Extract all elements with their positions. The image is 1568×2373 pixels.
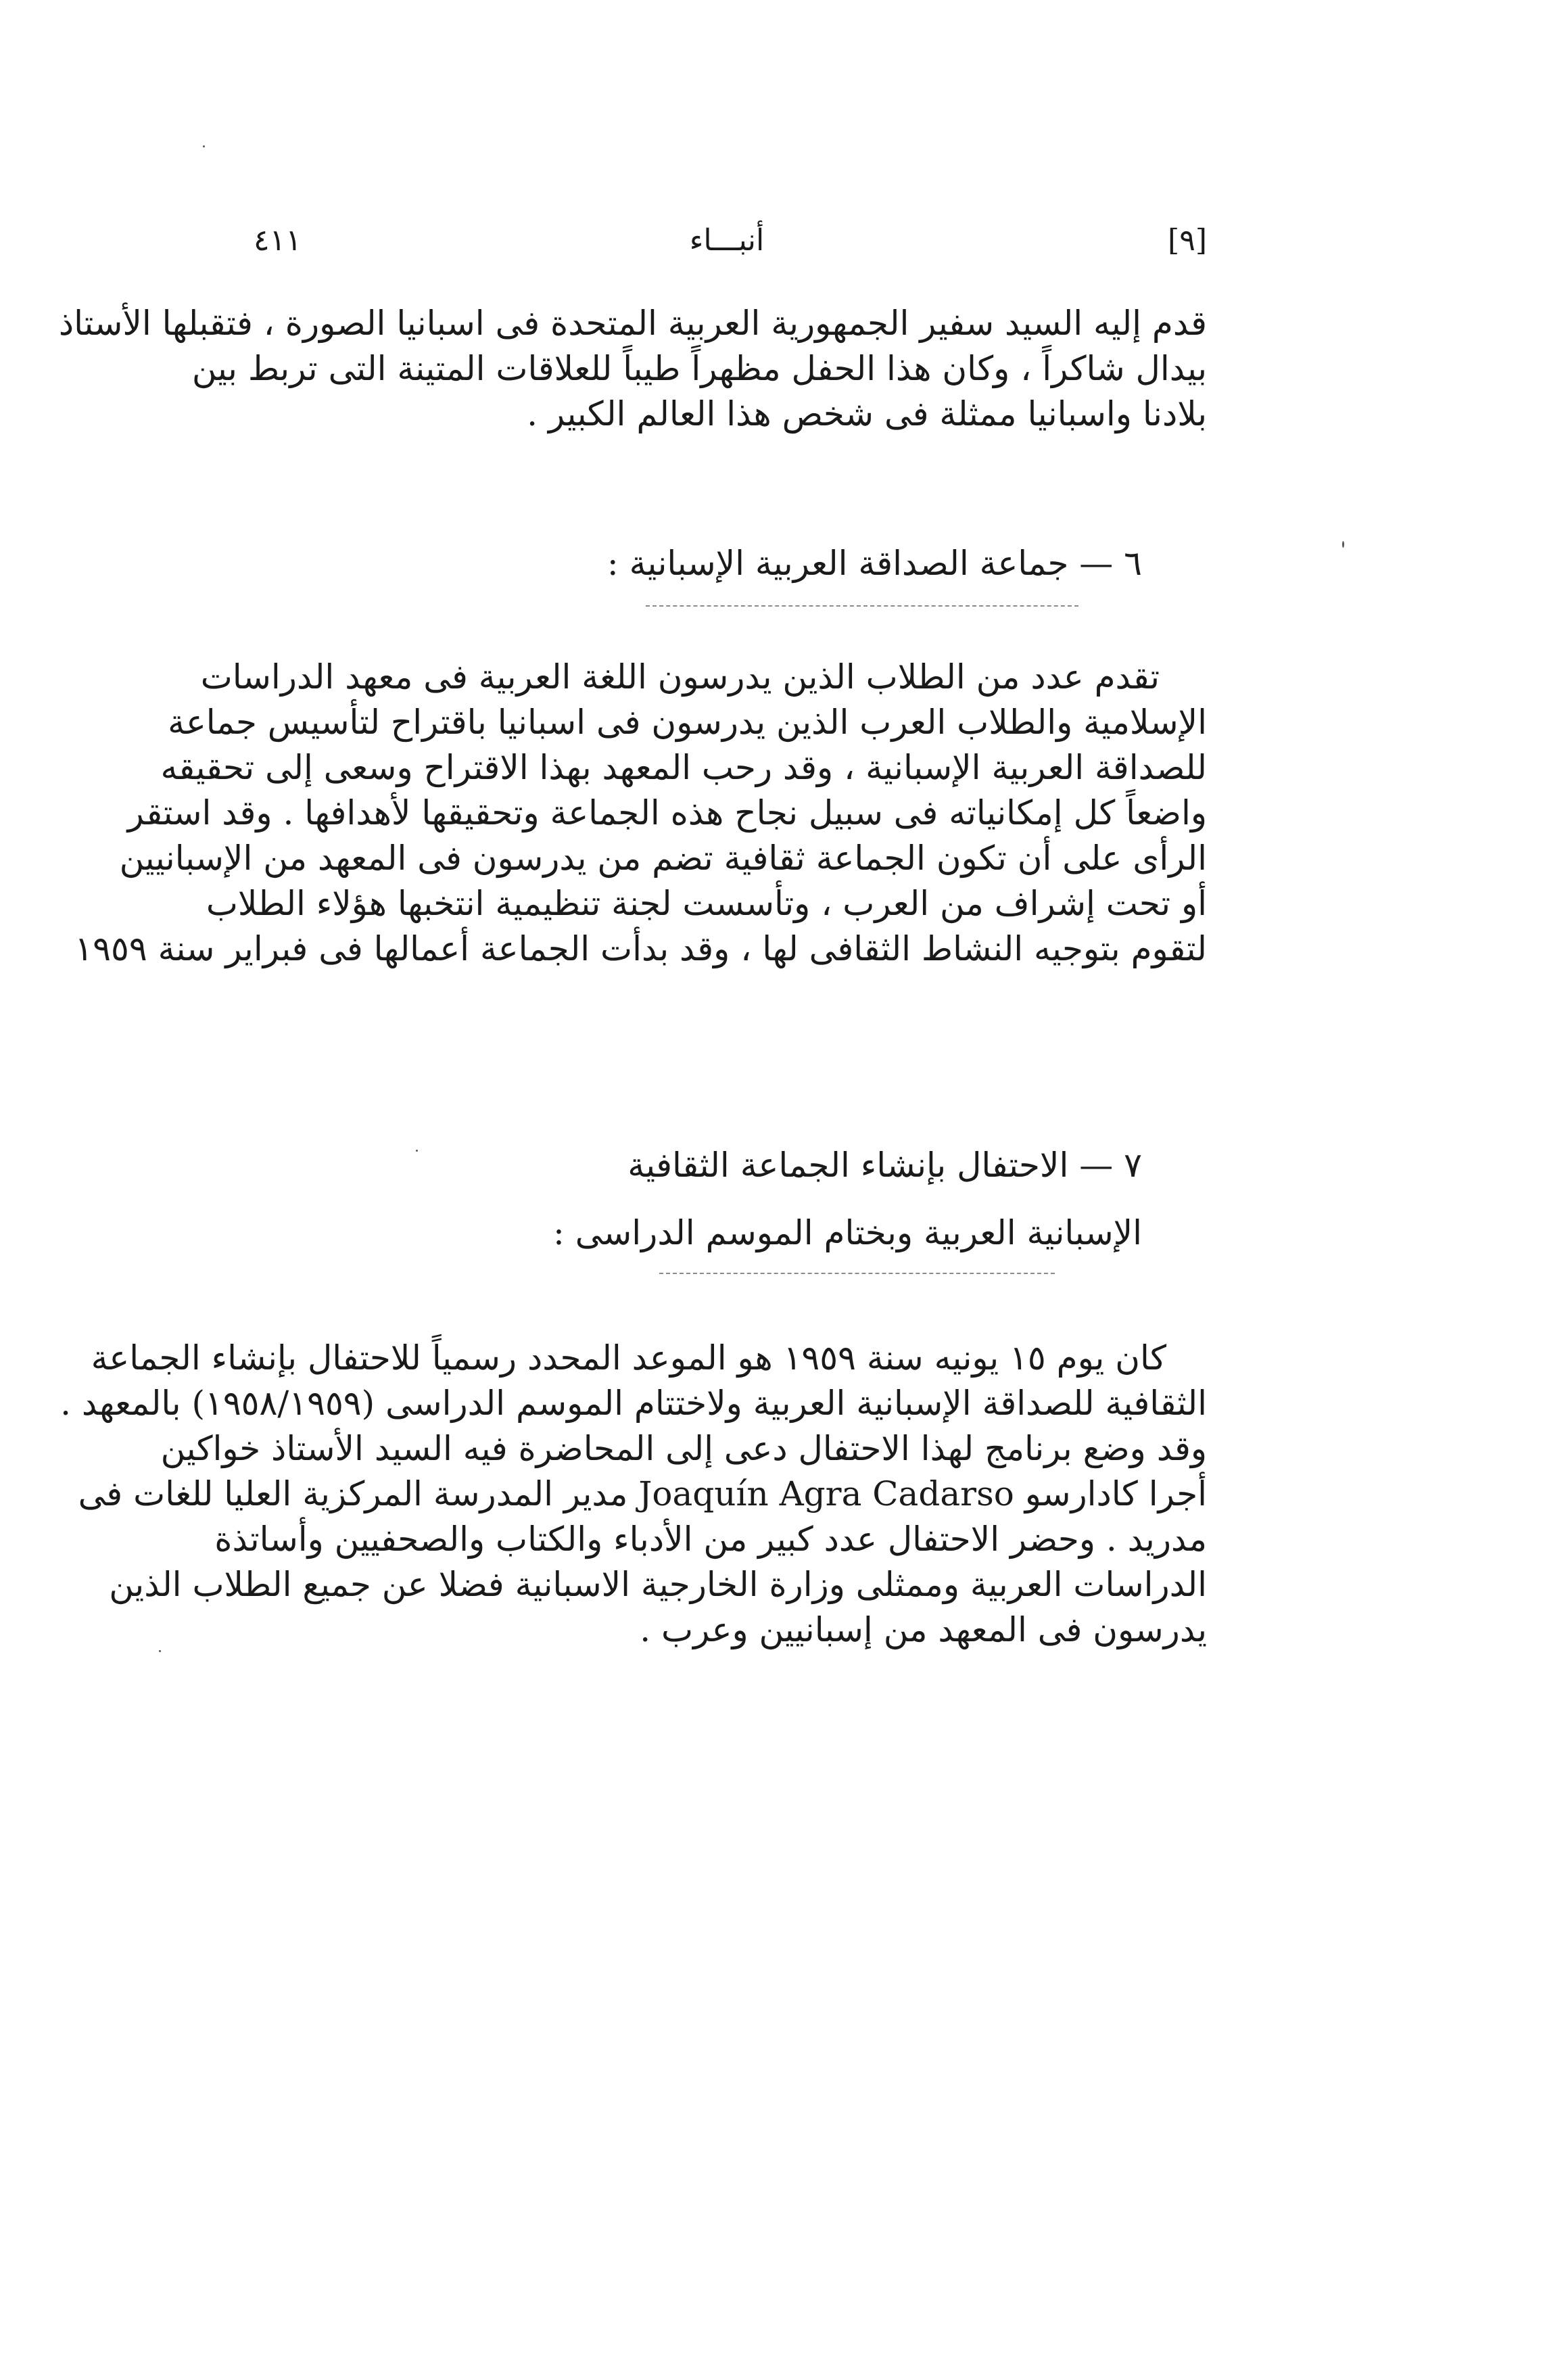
paragraph-line: وقد وضع برنامج لهذا الاحتفال دعى إلى المحاضرة فيه السيد الأستاذ خواكين — [160, 1429, 1207, 1468]
paragraph-1 — [58, 301, 1207, 437]
section-heading-6: ٦ — جماعة الصداقة العربية الإسبانية : — [607, 544, 1142, 583]
heading-underline — [659, 1273, 1055, 1274]
paragraph-3 — [60, 1336, 1207, 1653]
paragraph-line: الدراسات العربية وممثلى وزارة الخارجية الاسبانية فضلا عن جميع الطلاب الذين — [109, 1565, 1207, 1604]
paragraph-line: قدم إليه السيد سفير الجمهورية العربية المتحدة فى اسبانيا الصورة ، فتقبلها الأستاذ — [58, 304, 1207, 343]
paragraph-2 — [74, 655, 1207, 972]
arabic-name: أجرا كادارسو — [1024, 1474, 1207, 1513]
section-heading-7-line-2: الإسبانية العربية وبختام الموسم الدراسى : — [552, 1213, 1142, 1252]
scan-speck — [1342, 541, 1344, 548]
paragraph-line: للصداقة العربية الإسبانية ، وقد رحب المعهد بهذا الاقتراح وسعى إلى تحقيقه — [160, 748, 1207, 787]
paragraph-line: يدرسون فى المعهد من إسبانيين وعرب . — [640, 1610, 1207, 1649]
paragraph-line: لتقوم بتوجيه النشاط الثقافى لها ، وقد بدأت الجماعة أعمالها فى فبراير سنة ١٩٥٩ — [74, 929, 1207, 968]
heading-underline — [646, 605, 1078, 607]
scan-speck — [159, 1650, 161, 1652]
scan-speck — [203, 145, 205, 147]
running-head-title: أنبـــاء — [689, 223, 765, 258]
name-description: مدير المدرسة المركزية العليا للغات فى — [78, 1474, 628, 1513]
running-header — [247, 223, 1207, 264]
paragraph-line: مدريد . وحضر الاحتفال عدد كبير من الأدباء والكتاب والصحفيين وأساتذة — [214, 1520, 1207, 1559]
paragraph-line: بلادنا واسبانيا ممثلة فى شخص هذا العالم الكبير . — [527, 394, 1207, 433]
paragraph-line: الثقافية للصداقة الإسبانية العربية ولاختتام الموسم الدراسى (١٩٥٨/١٩٥٩) بالمعهد . — [60, 1384, 1207, 1423]
paragraph-line: واضعاً كل إمكانياته فى سبيل نجاح هذه الجماعة وتحقيقها لأهدافها . وقد استقر — [127, 793, 1207, 832]
scan-speck — [416, 1150, 418, 1152]
paragraph-line: بيدال شاكراً ، وكان هذا الحفل مظهراً طيباً للعلاقات المتينة التى تربط بين — [191, 349, 1207, 388]
page-number: ٤١١ — [254, 223, 302, 258]
paragraph-line: الرأى على أن تكون الجماعة ثقافية تضم من يدرسون فى المعهد من الإسبانيين — [119, 839, 1207, 878]
paragraph-line: الإسلامية والطلاب العرب الذين يدرسون فى اسبانيا باقتراح لتأسيس جماعة — [168, 703, 1207, 742]
section-heading-7-line-1: ٧ — الاحتفال بإنشاء الجماعة الثقافية — [627, 1146, 1142, 1185]
paragraph-line: كان يوم ١٥ يونيه سنة ١٩٥٩ هو الموعد المحدد رسمياً للاحتفال بإنشاء الجماعة — [91, 1338, 1166, 1378]
paragraph-line: تقدم عدد من الطلاب الذين يدرسون اللغة العربية فى معهد الدراسات — [200, 657, 1160, 697]
section-number: [٩] — [1168, 223, 1207, 258]
paragraph-line: أو تحت إشراف من العرب ، وتأسست لجنة تنظيمية انتخبها هؤلاء الطلاب — [206, 884, 1207, 923]
latin-name: Joaquín Agra Cadarso — [638, 1474, 1014, 1513]
paragraph-line-with-latin — [78, 1472, 1207, 1517]
